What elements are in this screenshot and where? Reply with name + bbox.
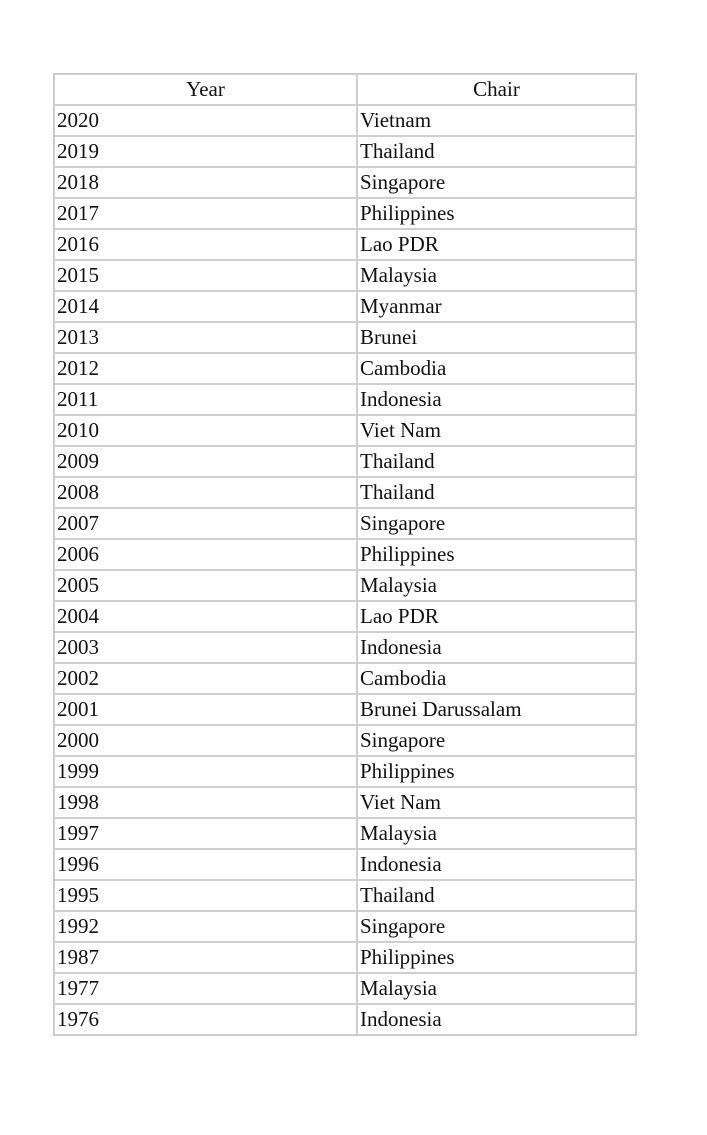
- chair-cell: Thailand: [357, 880, 636, 911]
- table-row: [54, 818, 636, 849]
- table-row: [54, 291, 636, 322]
- year-cell: 2010: [54, 415, 357, 446]
- table-header: [54, 74, 636, 105]
- chair-cell: Brunei: [357, 322, 636, 353]
- chair-cell: Malaysia: [357, 570, 636, 601]
- year-cell: 2001: [54, 694, 357, 725]
- year-cell: 2009: [54, 446, 357, 477]
- year-cell: 2019: [54, 136, 357, 167]
- year-cell: 2005: [54, 570, 357, 601]
- year-cell: 2014: [54, 291, 357, 322]
- year-cell: 2003: [54, 632, 357, 663]
- chair-cell: Viet Nam: [357, 415, 636, 446]
- chair-cell: Thailand: [357, 446, 636, 477]
- year-chair-table: [53, 73, 637, 1036]
- year-cell: 2020: [54, 105, 357, 136]
- chair-cell: Singapore: [357, 508, 636, 539]
- year-cell: 1995: [54, 880, 357, 911]
- chair-cell: Thailand: [357, 136, 636, 167]
- table-row: [54, 446, 636, 477]
- table-row: [54, 942, 636, 973]
- chair-cell: Indonesia: [357, 849, 636, 880]
- table-row: [54, 229, 636, 260]
- chair-cell: Singapore: [357, 725, 636, 756]
- table-row: [54, 353, 636, 384]
- chair-cell: Viet Nam: [357, 787, 636, 818]
- table-body: [54, 105, 636, 1035]
- chair-cell: Cambodia: [357, 663, 636, 694]
- header-row: [54, 74, 636, 105]
- year-cell: 2015: [54, 260, 357, 291]
- year-cell: 2012: [54, 353, 357, 384]
- chair-cell: Cambodia: [357, 353, 636, 384]
- chair-column-header: Chair: [357, 74, 636, 105]
- table-row: [54, 787, 636, 818]
- table-row: [54, 105, 636, 136]
- year-cell: 2013: [54, 322, 357, 353]
- chair-cell: Singapore: [357, 167, 636, 198]
- chair-cell: Philippines: [357, 942, 636, 973]
- table-row: [54, 384, 636, 415]
- chair-cell: Philippines: [357, 198, 636, 229]
- year-cell: 2018: [54, 167, 357, 198]
- table-row: [54, 167, 636, 198]
- chair-cell: Thailand: [357, 477, 636, 508]
- year-cell: 2017: [54, 198, 357, 229]
- table-row: [54, 756, 636, 787]
- chair-cell: Malaysia: [357, 973, 636, 1004]
- chair-cell: Philippines: [357, 756, 636, 787]
- chair-cell: Indonesia: [357, 1004, 636, 1035]
- year-cell: 1977: [54, 973, 357, 1004]
- table-row: [54, 570, 636, 601]
- chair-cell: Singapore: [357, 911, 636, 942]
- chair-cell: Indonesia: [357, 632, 636, 663]
- year-cell: 2011: [54, 384, 357, 415]
- chair-cell: Indonesia: [357, 384, 636, 415]
- chair-cell: Lao PDR: [357, 229, 636, 260]
- table-row: [54, 260, 636, 291]
- table-row: [54, 508, 636, 539]
- chair-cell: Malaysia: [357, 260, 636, 291]
- table-row: [54, 136, 636, 167]
- table-row: [54, 694, 636, 725]
- year-cell: 2004: [54, 601, 357, 632]
- table-row: [54, 725, 636, 756]
- table-row: [54, 539, 636, 570]
- table-row: [54, 632, 636, 663]
- year-cell: 2006: [54, 539, 357, 570]
- year-cell: 1976: [54, 1004, 357, 1035]
- year-cell: 2002: [54, 663, 357, 694]
- year-cell: 1992: [54, 911, 357, 942]
- table-row: [54, 198, 636, 229]
- table-row: [54, 1004, 636, 1035]
- year-cell: 2007: [54, 508, 357, 539]
- table-row: [54, 477, 636, 508]
- chair-cell: Philippines: [357, 539, 636, 570]
- document-page: [53, 73, 637, 1036]
- year-cell: 2000: [54, 725, 357, 756]
- year-cell: 1999: [54, 756, 357, 787]
- table-row: [54, 849, 636, 880]
- chair-cell: Malaysia: [357, 818, 636, 849]
- year-cell: 2016: [54, 229, 357, 260]
- table-row: [54, 601, 636, 632]
- table-row: [54, 663, 636, 694]
- year-cell: 1998: [54, 787, 357, 818]
- table-row: [54, 880, 636, 911]
- chair-cell: Brunei Darussalam: [357, 694, 636, 725]
- chair-cell: Vietnam: [357, 105, 636, 136]
- year-column-header: Year: [54, 74, 357, 105]
- chair-cell: Myanmar: [357, 291, 636, 322]
- year-cell: 1997: [54, 818, 357, 849]
- table-row: [54, 322, 636, 353]
- year-cell: 2008: [54, 477, 357, 508]
- year-cell: 1987: [54, 942, 357, 973]
- table-row: [54, 415, 636, 446]
- chair-cell: Lao PDR: [357, 601, 636, 632]
- table-row: [54, 911, 636, 942]
- table-row: [54, 973, 636, 1004]
- year-cell: 1996: [54, 849, 357, 880]
